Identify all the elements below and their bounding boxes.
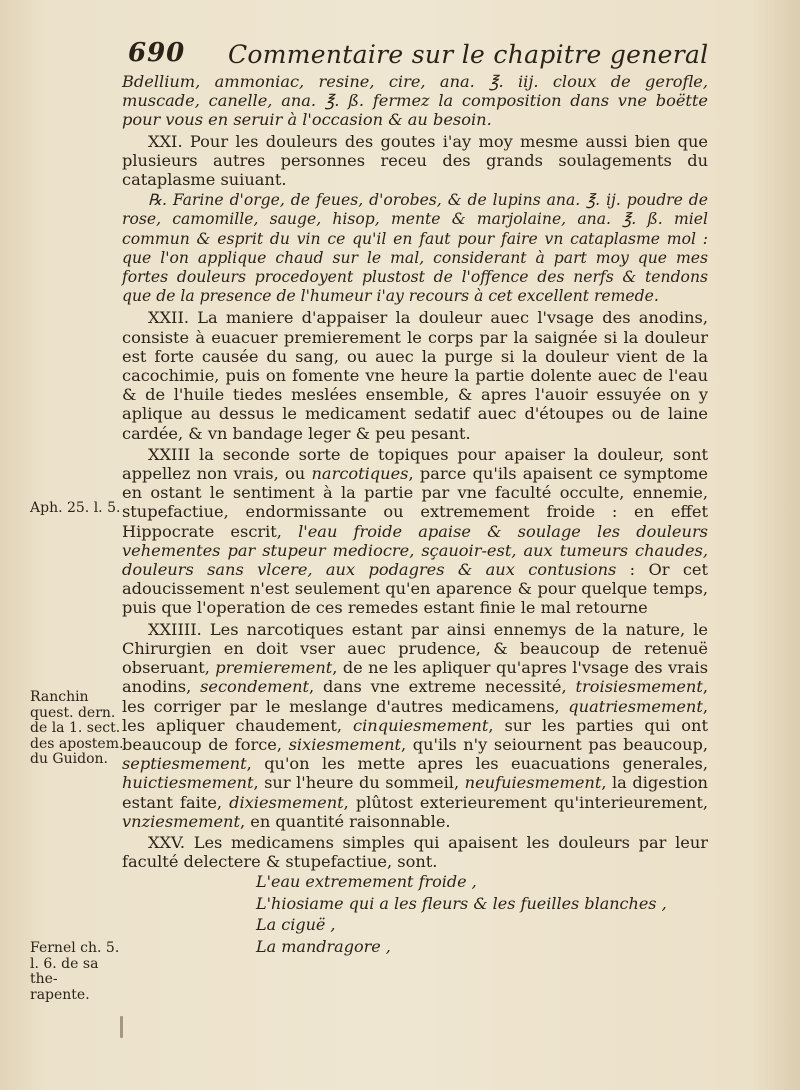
- paragraph-xxiv-text-1: XXIIII. Les narcotiques estant par ainsi ennemys de la nature, le Chirurgien en doit vser auec prudence, & beaucoup de retenuë obseruant,: [122, 619, 708, 678]
- margin-note-fernel: [30, 941, 126, 1003]
- margin-note-line: Ranchin: [30, 689, 89, 705]
- ordinal-word: secondement: [200, 677, 310, 697]
- margin-note-line: l. 6. de sa the-: [30, 955, 99, 988]
- paragraph-xxiii-term: narcotiques: [311, 464, 409, 484]
- ordinal-word: dixiesmement: [229, 792, 344, 812]
- hippocrates-quote: l'eau froide apaise & soulage les douleurs vehementes par stupeur mediocre, sçauoir-est, aux tumeurs chaudes, douleurs sans vlcere, aux podagres & aux contusions: [122, 521, 708, 580]
- list-item: L'hiosiame qui a les fleurs & les fueilles blanches ,: [256, 893, 667, 913]
- list-item: La ciguë ,: [256, 915, 336, 935]
- recipe-block-xxi: ℞. Farine d'orge, de feues, d'orobes, & de lupins ana. ℥. ij. poudre de rose, camomille, sauge, hisop, mente & marjolaine, ana. ℥. ß. miel commun & esprit du vin ce qu'il en faut pour faire vn cataplasme mol : que l'on applique chaud sur le mal, considerant à part moy que mes fortes douleurs procedoyent plustost de l'offence des nerfs & tendons que de la presence de l'humeur i'ay recours à cet excellent remede.: [122, 191, 708, 306]
- paragraph-xxiv-text-8: , qu'on les mette apres les euacuations generales,: [246, 754, 708, 774]
- paragraph-xxiii: [122, 445, 708, 618]
- margin-note-line: Aph. 25. l. 5.: [30, 500, 121, 516]
- ordinal-word: septiesmement: [122, 754, 247, 774]
- paragraph-xxiv-text-2: , de ne les apliquer qu'apres l'vsage des vrais anodins,: [122, 658, 708, 697]
- paragraph-xxiii-text-3: : Or cet adoucissement n'est seulement qu'en aparence & pour quelque temps, puis que l'operation de ces remedes estant finie le mal retourne: [122, 560, 708, 618]
- ordinal-word: sixiesmement: [288, 734, 402, 754]
- paragraph-xxiv: [122, 620, 708, 831]
- paragraph-xxv: XXV. Les medicamens simples qui apaisent les douleurs par leur faculté delectere & stupefactiue, sont.: [122, 832, 708, 872]
- main-text: [122, 72, 708, 957]
- paragraph-xxiv-text-11: , plûtost exterieurement qu'interieurement,: [343, 792, 708, 812]
- paragraph-xxiii-text-2: , parce qu'ils apaisent ce symptome en ostant le sentiment à la partie par vne faculté occulte, ennemie, stupefactiue, endormissante ou extremement froide : en effet Hippocrate escrit,: [122, 464, 708, 541]
- list-item: La mandragore ,: [256, 936, 391, 956]
- running-title: Commentaire sur le chapitre general: [228, 40, 709, 69]
- margin-note-aphorism: [30, 501, 126, 517]
- margin-note-line: quest. dern.: [30, 704, 116, 721]
- recipe-block-xx: Bdellium, ammoniac, resine, cire, ana. ℥. iij. cloux de gerofle, muscade, canelle, ana. ℥. ß. fermez la composition dans vne boëtte pour vous en seruir à l'occasion & au besoin.: [122, 72, 708, 130]
- paragraph-xxii: XXII. La maniere d'appaiser la douleur auec l'vsage des anodins, consiste à euacuer premierement le corps par la saignée si la douleur est forte causée du sang, ou auec la purge si la douleur vient de la cacochimie, puis on fomente vne heure la partie dolente auec de l'eau & de l'huile tiedes meslées ensemble, & apres l'auoir essuyée on y aplique au dessus le medicament sedatif auec d'étoupes ou de laine cardée, & vn bandage leger & peu pesant.: [122, 308, 708, 443]
- ordinal-word: quatriesmement: [568, 696, 703, 716]
- paragraph-xxiv-text-5: , les apliquer chaudement,: [122, 696, 708, 735]
- paragraph-xxiii-text-1: XXIII la seconde sorte de topiques pour apaiser la douleur, sont appellez non vrais, ou: [122, 444, 708, 484]
- ordinal-word: neufuiesmement: [464, 773, 602, 793]
- list-item: L'eau extremement froide ,: [256, 872, 477, 892]
- paragraph-xxiv-text-3: , dans vne extreme necessité,: [309, 677, 576, 697]
- paragraph-xxiv-text-6: , sur les parties qui ont beaucoup de force,: [122, 715, 708, 754]
- paragraph-xxiv-text-7: , qu'ils n'y seiournent pas beaucoup,: [401, 734, 708, 754]
- margin-note-line: Fernel ch. 5.: [30, 940, 120, 956]
- paragraph-xxiv-text-10: , la digestion estant faite,: [122, 773, 708, 812]
- paragraph-xxiv-text-4: , les corriger par le meslange d'autres medicamens,: [122, 677, 709, 716]
- margin-note-line: des apostem.: [30, 735, 124, 752]
- paragraph-xxi: XXI. Pour les douleurs des goutes i'ay moy mesme aussi bien que plusieurs autres personnes receu des grands soulagements du cataplasme suiuant.: [122, 131, 708, 190]
- margin-note-line: du Guidon.: [30, 751, 108, 768]
- ordinal-word: troisiesmement: [575, 677, 703, 697]
- ordinal-word: vnziesmement: [122, 811, 240, 831]
- margin-note-line: rapente.: [30, 986, 90, 1003]
- margin-note-line: de la 1. sect.: [30, 720, 121, 737]
- page-number: 690: [128, 38, 186, 68]
- ordinal-word: cinquiesmement: [353, 715, 489, 735]
- margin-note-ranchin: [30, 690, 126, 768]
- ordinal-word: huictiesmement: [122, 773, 254, 793]
- page-header: [128, 38, 768, 72]
- paragraph-xxiv-text-12: , en quantité raisonnable.: [239, 811, 451, 831]
- simple-remedies-list: [256, 871, 708, 957]
- paper-blemish: [120, 1016, 123, 1038]
- paragraph-xxiv-text-9: , sur l'heure du sommeil,: [253, 773, 465, 793]
- ordinal-word: premierement: [215, 658, 333, 678]
